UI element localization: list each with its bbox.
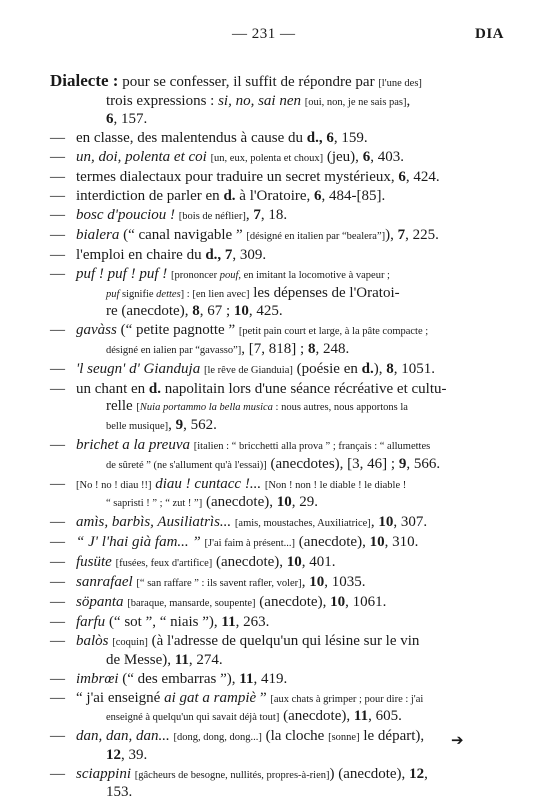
entry-text: (anecdote), bbox=[279, 708, 354, 725]
entry-dash: — bbox=[50, 728, 65, 745]
entry-text: 11 bbox=[221, 614, 236, 631]
entry-text: , 566. bbox=[406, 455, 441, 472]
entry-text: , 1035. bbox=[324, 574, 366, 591]
entry-text: dan, dan, dan... bbox=[76, 728, 170, 745]
entry-text: , bbox=[370, 514, 379, 531]
index-entry bbox=[50, 671, 490, 689]
entry-text: 8 bbox=[386, 360, 394, 377]
entry-text: , 274. bbox=[188, 651, 223, 668]
entry-text: 11 bbox=[353, 708, 369, 725]
entry-text: un, doi, polenta et coi bbox=[76, 149, 207, 166]
entry-line bbox=[50, 534, 490, 553]
entry-dash: — bbox=[50, 514, 65, 531]
entry-line bbox=[50, 111, 490, 129]
entry-text: , bbox=[424, 765, 428, 782]
entry-text: , 309. bbox=[232, 247, 267, 264]
entry-line bbox=[50, 494, 490, 513]
entry-line bbox=[50, 652, 490, 670]
entry-text: 153. bbox=[106, 784, 133, 801]
entry-text: puf bbox=[106, 288, 120, 300]
entry-dash: — bbox=[50, 633, 65, 650]
entry-text: ), bbox=[385, 227, 398, 244]
entry-text: relle bbox=[106, 398, 137, 415]
entry-text: (anecdotes), [3, 46] ; bbox=[266, 455, 399, 472]
page-header bbox=[0, 26, 540, 46]
entry-line bbox=[50, 188, 490, 206]
entry-line bbox=[50, 784, 490, 802]
entry-text: d., 6 bbox=[306, 130, 334, 147]
entry-dash: — bbox=[50, 247, 65, 264]
entry-line bbox=[50, 227, 490, 246]
entry-text: [amis, moustaches, Auxiliatrice] bbox=[234, 518, 371, 530]
entry-line bbox=[50, 381, 490, 399]
entry-text: 11 bbox=[239, 670, 254, 687]
entry-text: bosc d'pouciou ! bbox=[76, 207, 176, 224]
entry-line bbox=[50, 708, 490, 727]
entry-text: [baraque, mansarde, soupente] bbox=[127, 598, 256, 610]
entry-text: 6 bbox=[362, 149, 371, 166]
entry-line bbox=[50, 690, 490, 709]
entry-text: (jeu), bbox=[323, 149, 363, 166]
entry-text: , 18. bbox=[260, 207, 288, 224]
entry-line bbox=[50, 130, 490, 148]
entry-text: , [7, 818] ; bbox=[241, 340, 308, 357]
entry-line bbox=[118, 74, 421, 90]
index-entry bbox=[50, 381, 490, 436]
entry-text: [le rêve de Gianduia] bbox=[203, 364, 293, 376]
entry-dash: — bbox=[50, 534, 65, 551]
entry-line bbox=[50, 514, 490, 533]
entry-dash: — bbox=[50, 169, 65, 186]
entry-text: , 605. bbox=[368, 708, 402, 725]
entry-text: les dépenses de l'Oratoi- bbox=[249, 284, 400, 301]
entry-text: [“ san raffare ” : ils savent rafler, voler] bbox=[136, 578, 302, 590]
entry-text: 10 bbox=[378, 514, 394, 531]
entry-text: [dong, dong, dong...] bbox=[173, 732, 262, 744]
entry-text: sanrafael bbox=[76, 574, 133, 591]
index-entry bbox=[50, 614, 490, 632]
entry-text: 7 bbox=[397, 227, 406, 244]
entry-text: pouf bbox=[219, 270, 239, 282]
entry-line bbox=[50, 93, 490, 112]
entry-line bbox=[50, 361, 490, 380]
entry-text: , 1051. bbox=[393, 360, 435, 377]
entry-text: (la cloche bbox=[261, 728, 329, 745]
entry-text: [gâcheurs de besogne, nullités, propres-à-rien] bbox=[134, 769, 330, 781]
entry-text: en classe, des malentendus à cause du bbox=[76, 130, 307, 147]
entry-text: , bbox=[168, 416, 176, 433]
entry-text: Nuia portammo la bella musica bbox=[139, 402, 273, 414]
index-entry bbox=[50, 72, 490, 129]
entry-text: , bbox=[301, 574, 310, 591]
entry-text: “ J' l'hai già fam... ” bbox=[76, 534, 201, 551]
entry-line bbox=[50, 303, 490, 321]
entry-text: [coquin] bbox=[112, 637, 148, 649]
entry-text: dettes bbox=[156, 288, 181, 300]
entry-text: “ sapristi ! ” ; “ zut ! ”] bbox=[106, 498, 203, 510]
entry-text: d. bbox=[223, 188, 236, 205]
entry-text: 6 bbox=[314, 188, 322, 205]
index-entry bbox=[50, 594, 490, 613]
entry-text: amìs, barbìs, Ausiliatrìs... bbox=[76, 514, 232, 531]
entry-line bbox=[50, 398, 490, 417]
entry-text: [petit pain court et large, à la pâte compacte ; bbox=[238, 326, 429, 338]
entry-text: (anecdote), bbox=[295, 534, 370, 551]
entry-text: (“ sot ”, “ niais ”), bbox=[105, 614, 222, 631]
index-entry bbox=[50, 554, 490, 573]
entry-line bbox=[50, 671, 490, 689]
entry-text: , 263. bbox=[235, 614, 270, 631]
entry-text: [oui, non, je ne sais pas] bbox=[304, 96, 407, 108]
index-entry bbox=[50, 514, 490, 533]
index-entry bbox=[50, 476, 490, 513]
entry-text: [aux chats à grimper ; pour dire : j'ai bbox=[270, 693, 424, 705]
index-entry bbox=[50, 574, 490, 593]
entry-text: 9 bbox=[175, 416, 184, 433]
running-head: DIA bbox=[474, 26, 504, 42]
entry-text: , 225. bbox=[405, 227, 439, 244]
entry-line bbox=[50, 322, 490, 341]
entry-text: pour se confesser, il suffit de répondre par bbox=[122, 74, 379, 90]
entry-dash: — bbox=[50, 130, 65, 147]
entry-text: 8 bbox=[192, 303, 200, 320]
entry-text: 10 bbox=[276, 494, 292, 511]
entry-text: söpanta bbox=[76, 594, 124, 611]
entry-dash: — bbox=[50, 149, 65, 166]
entry-line bbox=[50, 437, 490, 456]
index-entry bbox=[50, 188, 490, 206]
entry-text: fusüte bbox=[76, 554, 112, 571]
entry-text: [sonne] bbox=[328, 732, 360, 744]
entry-text: ” bbox=[256, 689, 271, 706]
entry-text: (anecdote), bbox=[255, 594, 331, 611]
entry-dash: — bbox=[50, 188, 65, 205]
entry-text: 10 bbox=[330, 594, 346, 611]
entry-dash: — bbox=[50, 360, 65, 377]
entry-text: d. bbox=[361, 360, 374, 377]
entry-text: [un, eux, polenta et choux] bbox=[210, 153, 324, 165]
entry-dash: — bbox=[50, 689, 65, 706]
entry-text: 9 bbox=[398, 455, 407, 472]
entry-dash: — bbox=[50, 266, 65, 283]
entry-text: [bois de néflier] bbox=[178, 211, 246, 223]
entry-dash: — bbox=[50, 207, 65, 224]
entry-text: d., 7 bbox=[205, 247, 233, 264]
entry-text: diau ! cuntacc !... bbox=[155, 475, 262, 492]
entry-text: , 39. bbox=[121, 746, 148, 763]
entry-line bbox=[50, 633, 490, 652]
index-entry bbox=[50, 728, 490, 764]
entry-text: [No ! no ! diau !!] bbox=[76, 479, 152, 491]
continue-arrow-icon: ➔ bbox=[451, 733, 464, 749]
entry-text: , bbox=[245, 207, 254, 224]
entry-text: , 307. bbox=[393, 514, 428, 531]
entry-text: , 159. bbox=[333, 130, 368, 147]
entry-line bbox=[50, 614, 490, 632]
entry-text: , 157. bbox=[113, 111, 148, 128]
entry-text: le départ), bbox=[359, 728, 425, 745]
entry-dash: — bbox=[50, 322, 65, 339]
entry-line bbox=[50, 247, 490, 265]
entry-text: termes dialectaux pour traduire un secret mystérieux, bbox=[76, 169, 399, 186]
entry-dash: — bbox=[50, 594, 65, 611]
entry-text: “ j'ai enseigné bbox=[76, 689, 165, 706]
headword: Dialecte : bbox=[50, 71, 119, 90]
page-number: — 231 — bbox=[232, 26, 296, 42]
entry-text: interdiction de parler en bbox=[76, 188, 224, 205]
entry-text: , 248. bbox=[315, 340, 350, 357]
entry-text: ), bbox=[373, 360, 387, 377]
entry-text: (à l'adresse de quelqu'un qui lésine sur le vin bbox=[147, 633, 420, 650]
entry-text: un chant en bbox=[76, 380, 149, 397]
entry-text: [Non ! non ! le diable ! le diable ! bbox=[264, 479, 407, 491]
index-entry bbox=[50, 534, 490, 553]
entry-text: imbrœi bbox=[76, 670, 119, 687]
entry-dash: — bbox=[50, 614, 65, 631]
entry-text: , 424. bbox=[405, 169, 440, 186]
entry-text: 12 bbox=[106, 746, 121, 763]
entry-line bbox=[50, 766, 490, 785]
entry-text: 10 bbox=[286, 554, 302, 571]
entry-text: [fusées, feux d'artifice] bbox=[115, 558, 213, 570]
entry-text: gavàss bbox=[76, 322, 117, 339]
index-entry bbox=[50, 207, 490, 226]
entry-text: brichet a la preuva bbox=[76, 436, 191, 453]
index-entry bbox=[50, 149, 490, 168]
entry-line bbox=[50, 554, 490, 573]
index-entry bbox=[50, 227, 490, 246]
entry-text: (anecdote), bbox=[202, 494, 277, 511]
entry-text: puf ! puf ! puf ! bbox=[76, 266, 168, 283]
entry-text: si, no, sai nen bbox=[218, 92, 301, 109]
entry-line bbox=[50, 574, 490, 593]
entry-text: 10 bbox=[369, 534, 385, 551]
entry-text: ] : [en lien avec] bbox=[180, 288, 250, 300]
index-entry bbox=[50, 322, 490, 359]
entry-text: [ bbox=[136, 402, 140, 414]
entry-text: , 419. bbox=[253, 670, 288, 687]
entry-text: re (anecdote), bbox=[106, 303, 193, 320]
entry-line bbox=[50, 594, 490, 613]
entry-text: 10 bbox=[309, 574, 325, 591]
entry-text: 8 bbox=[307, 340, 316, 357]
entry-text: , bbox=[406, 92, 411, 109]
entry-text: , en imitant la locomotive à vapeur ; bbox=[238, 270, 390, 282]
entry-dash: — bbox=[50, 380, 65, 397]
entry-text: napolitain lors d'une séance récréative et cultu- bbox=[160, 380, 447, 397]
entry-line bbox=[50, 207, 490, 226]
entry-text: , 425. bbox=[248, 303, 283, 320]
entry-line bbox=[50, 456, 490, 475]
entry-text: , 310. bbox=[384, 534, 419, 551]
entry-dash: — bbox=[50, 765, 65, 782]
entry-text: (poésie en bbox=[292, 360, 362, 377]
entry-text: 'l seugn' d' Gianduja bbox=[76, 360, 201, 377]
entry-dash: — bbox=[50, 475, 65, 492]
entry-text: , 29. bbox=[291, 494, 319, 511]
entry-text: , 484-[85]. bbox=[321, 188, 386, 205]
entry-text: (“ canal navigable ” bbox=[119, 227, 247, 244]
entry-line bbox=[50, 285, 490, 304]
index-entry bbox=[50, 247, 490, 265]
entry-text: trois expressions : bbox=[106, 92, 219, 109]
entry-text: d. bbox=[148, 380, 161, 397]
entry-line bbox=[50, 417, 490, 436]
entry-text: farfu bbox=[76, 614, 106, 631]
entry-dash: — bbox=[50, 227, 65, 244]
entry-text: (“ petite pagnotte ” bbox=[116, 322, 239, 339]
entry-text: (“ des embarras ”), bbox=[118, 670, 240, 687]
entry-dash: — bbox=[50, 670, 65, 687]
entry-line bbox=[50, 149, 490, 168]
entry-line bbox=[50, 266, 490, 285]
entry-text: bialera bbox=[76, 227, 120, 244]
entry-line bbox=[50, 747, 490, 765]
entry-text: belle musique] bbox=[106, 420, 169, 432]
entry-dash: — bbox=[50, 436, 65, 453]
entry-text: 10 bbox=[233, 303, 249, 320]
entry-text: : nous autres, nous apportons la bbox=[272, 402, 408, 414]
entry-text: 7 bbox=[253, 207, 261, 224]
index-entry bbox=[50, 130, 490, 148]
index-entry bbox=[50, 633, 490, 669]
index-entry bbox=[50, 169, 490, 187]
entry-text: , 562. bbox=[183, 416, 217, 433]
entry-text: ) (anecdote), bbox=[329, 765, 410, 782]
entry-text: , 403. bbox=[370, 149, 404, 166]
entry-dash: — bbox=[50, 574, 65, 591]
entry-text: à l'Oratoire, bbox=[235, 188, 315, 205]
entry-text: , 67 ; bbox=[199, 303, 234, 320]
entry-text: désigné en ialien par “gavasso”] bbox=[106, 344, 242, 356]
entry-text: (anecdote), bbox=[212, 554, 287, 571]
entry-text: l'emploi en chaire du bbox=[76, 247, 206, 264]
entry-text: , 401. bbox=[301, 554, 336, 571]
entry-text: 12 bbox=[409, 765, 425, 782]
entry-line bbox=[50, 341, 490, 360]
entry-text: 6 bbox=[398, 169, 406, 186]
entry-text: [J'ai faim à présent...] bbox=[204, 538, 296, 550]
entry-text: 6 bbox=[106, 111, 114, 128]
entry-text: enseigné à quelqu'un qui savait déjà tout] bbox=[106, 712, 280, 724]
entry-text: [prononcer bbox=[171, 270, 220, 282]
entry-text: signifie bbox=[119, 288, 157, 300]
entry-text: sciappini bbox=[76, 765, 131, 782]
entry-dash: — bbox=[50, 554, 65, 571]
entry-line bbox=[50, 169, 490, 187]
entry-text: de Messe), bbox=[106, 651, 175, 668]
index-entries bbox=[50, 72, 490, 802]
entry-text: , 1061. bbox=[345, 594, 387, 611]
index-entry bbox=[50, 266, 490, 321]
entry-text: [désigné en italien par “bealera”] bbox=[246, 231, 386, 243]
entry-text: 11 bbox=[174, 651, 189, 668]
entry-text: de sûreté ” (ne s'allument qu'à l'essai)] bbox=[106, 459, 267, 471]
index-entry bbox=[50, 690, 490, 727]
entry-line bbox=[50, 476, 490, 495]
index-entry bbox=[50, 437, 490, 474]
entry-text: balòs bbox=[76, 633, 109, 650]
entry-line bbox=[50, 728, 490, 747]
entry-text: ai gat a rampiè bbox=[164, 689, 257, 706]
index-entry bbox=[50, 361, 490, 380]
index-entry bbox=[50, 766, 490, 802]
entry-text: [l'une des] bbox=[378, 78, 422, 89]
entry-text: [italien : “ bricchetti alla prova ” ; français : “ allumettes bbox=[193, 440, 431, 452]
